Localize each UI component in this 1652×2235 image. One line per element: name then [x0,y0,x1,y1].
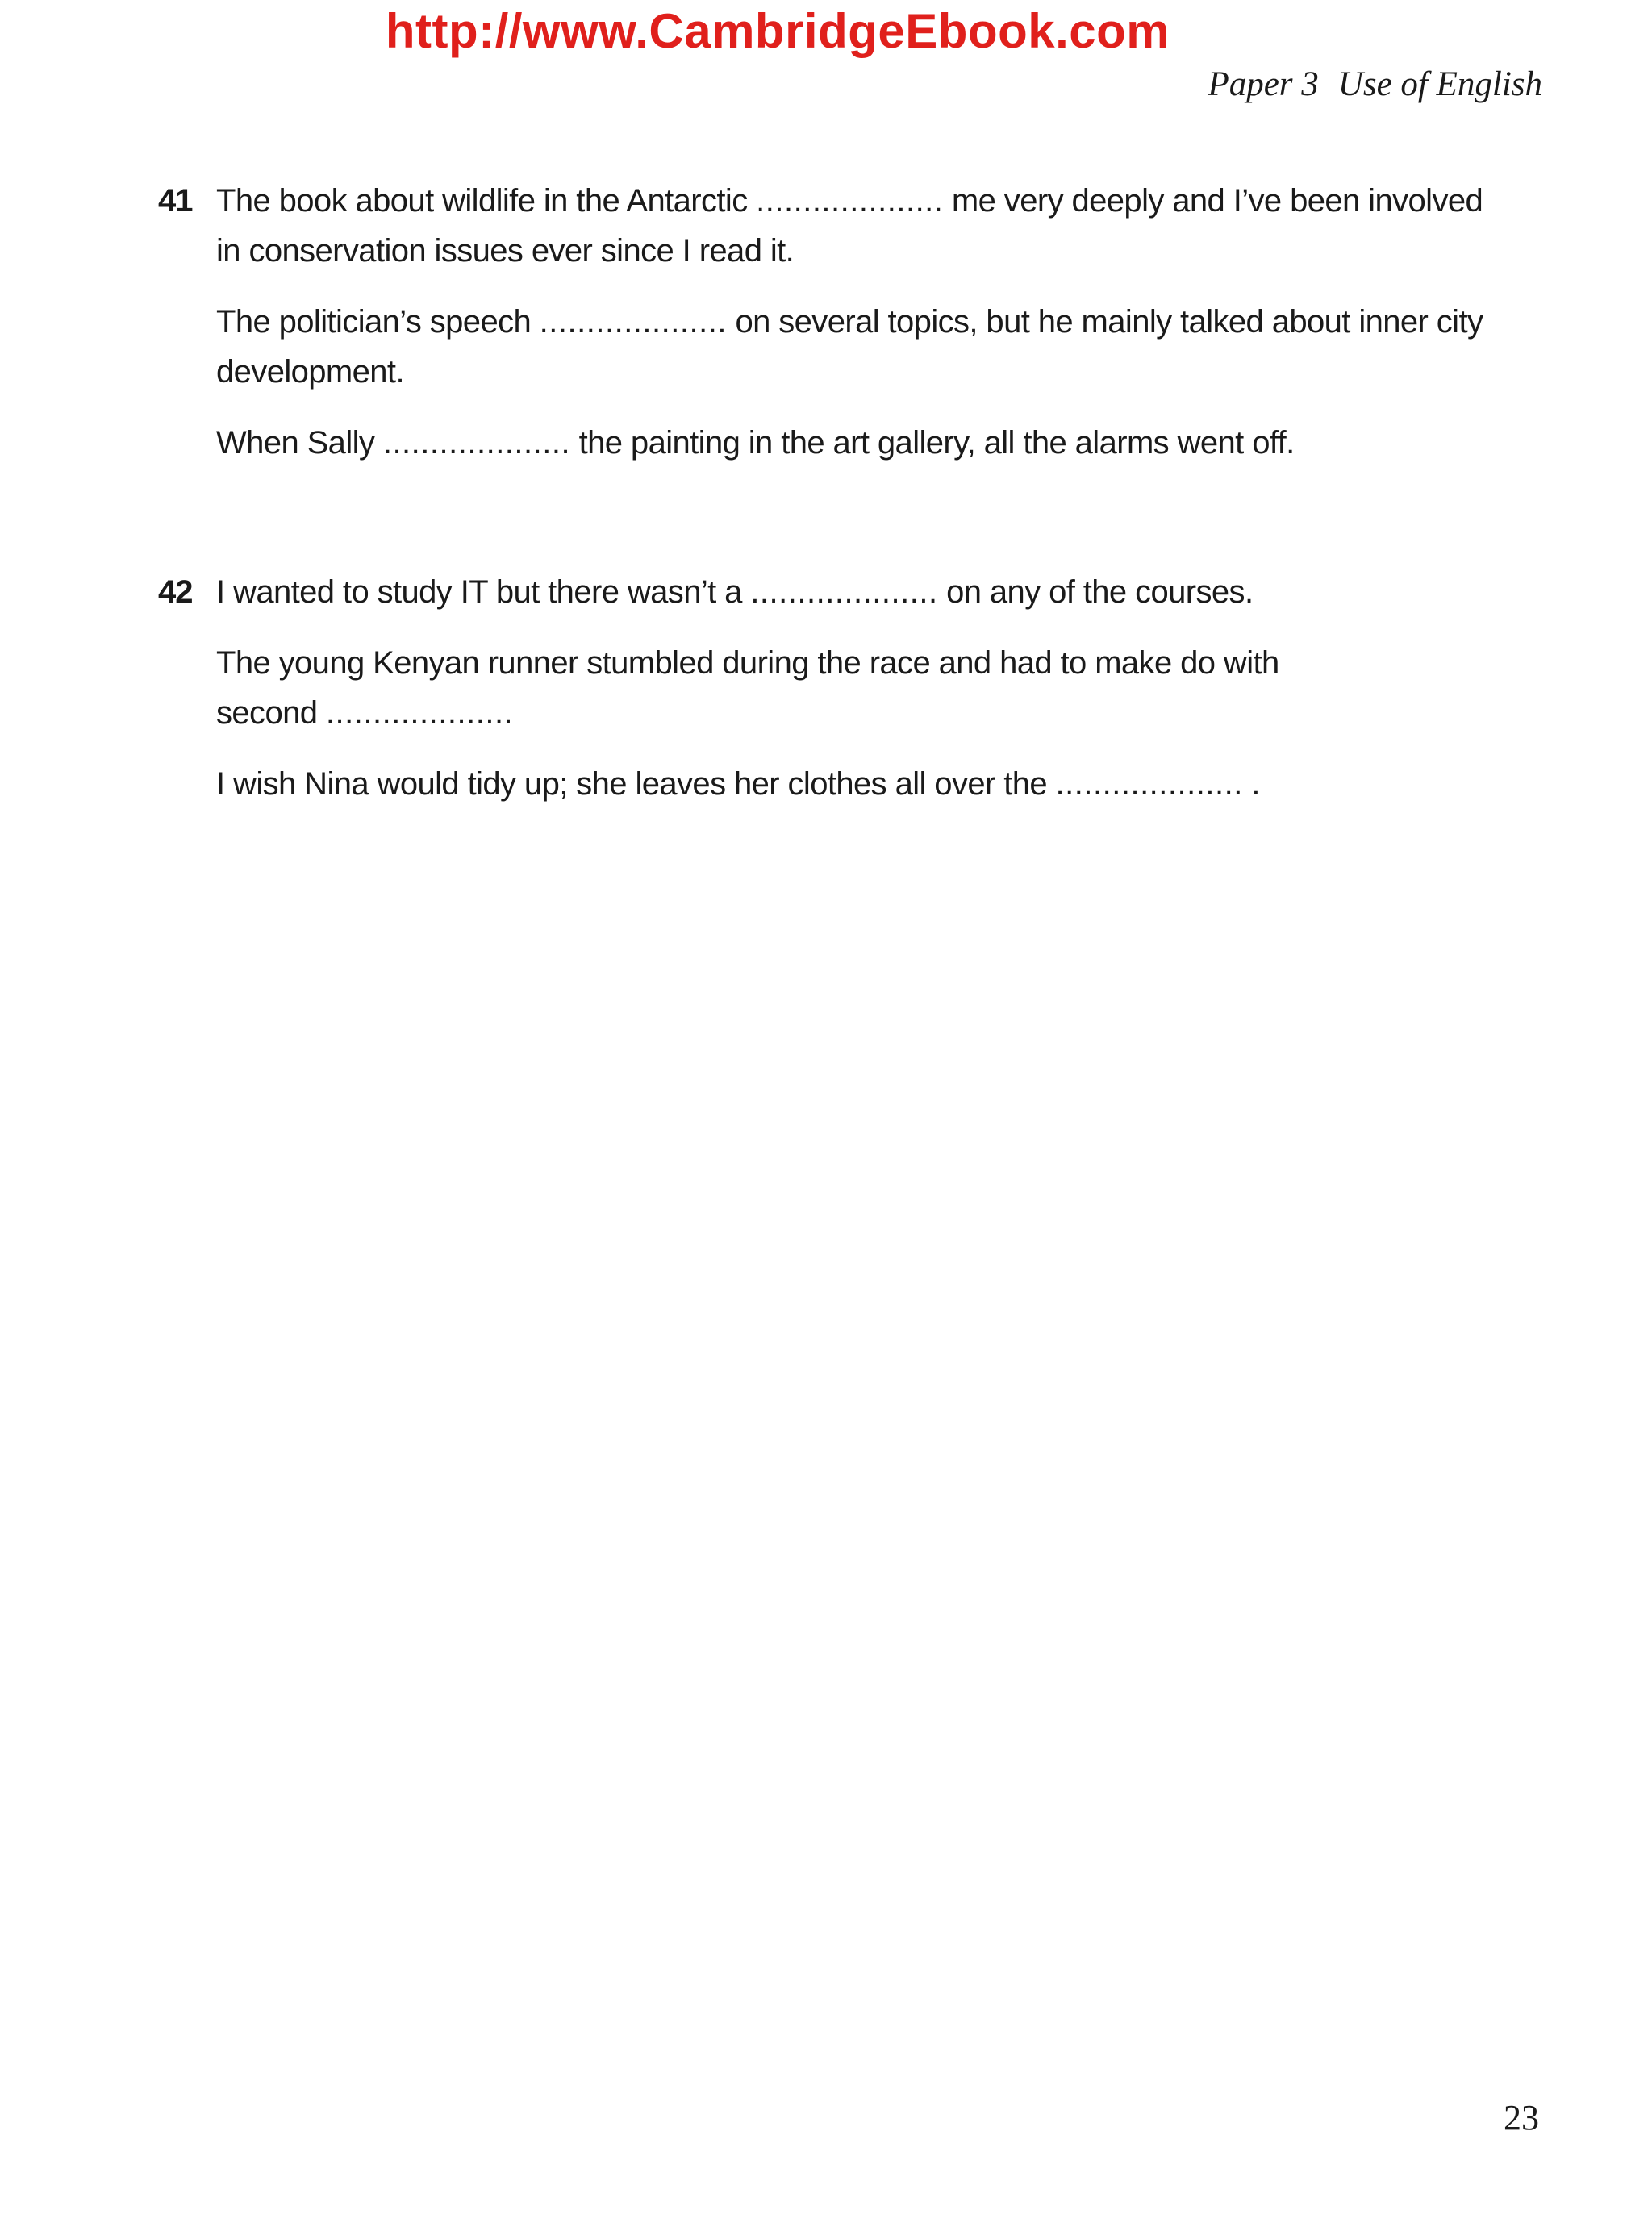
answer-gap: .................... [756,183,944,219]
sentence-2 [216,638,1362,738]
answer-gap: .................... [539,304,727,340]
question-sentences [216,567,1513,809]
sentence-text-before: The book about wildlife in the Antarctic [216,183,757,219]
sentence-text-after: me very deeply and I’ve been involved in conservation issues ever since I read it. [216,183,1483,269]
answer-gap: .................... [750,574,938,610]
watermark-url: http://www.CambridgeEbook.com [385,4,1170,58]
question-sentences [216,176,1513,468]
sentence-text-after: the painting in the art gallery, all the alarms went off. [570,425,1295,461]
question-41 [158,176,1513,489]
sentence-3 [216,418,1513,468]
answer-gap: .................... [325,695,514,731]
sentence-2 [216,297,1513,397]
sentence-text-before: When Sally [216,425,383,461]
answer-gap: .................... [1055,766,1243,802]
section-label: Use of English [1337,65,1542,103]
sentence-text-before: I wanted to study IT but there wasn’t a [216,574,751,610]
question-42 [158,567,1513,830]
answer-gap: .................... [382,425,571,461]
page-number: 23 [1504,2098,1539,2137]
sentence-text-after: on any of the courses. [937,574,1254,610]
sentence-text-before: I wish Nina would tidy up; she leaves her clothes all over the [216,766,1056,802]
sentence-1 [216,176,1513,276]
question-number: 41 [158,183,193,219]
running-header [1208,65,1542,104]
sentence-1 [216,567,1513,617]
question-number: 42 [158,574,193,610]
sentence-text-after: . [1242,766,1260,802]
paper-label: Paper 3 [1208,65,1319,103]
sentence-text-before: The politician’s speech [216,304,540,340]
sentence-text-before: The young Kenyan runner stumbled during the race and had to make do with second [216,645,1279,731]
sentence-3 [216,759,1513,809]
sentence-text-after: on several topics, but he mainly talked about inner city development. [216,304,1483,390]
